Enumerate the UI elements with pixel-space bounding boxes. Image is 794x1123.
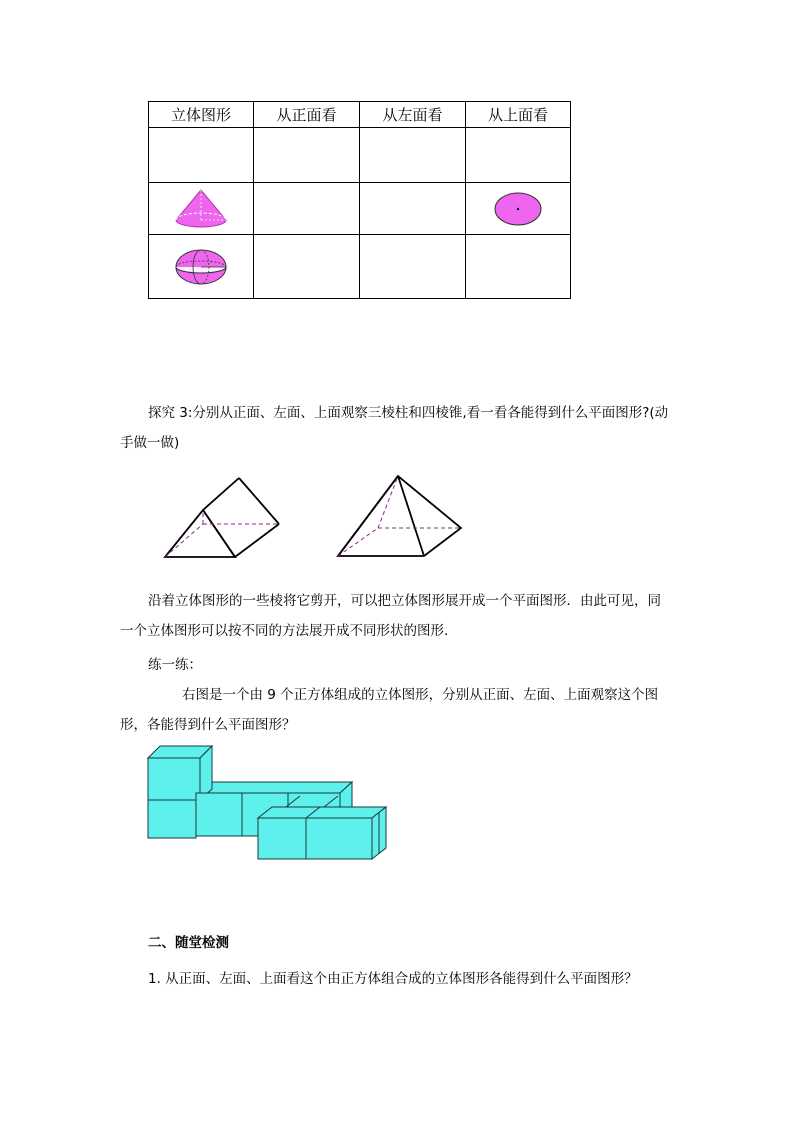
header-solid: 立体图形 [149, 102, 254, 128]
table-cell [466, 183, 571, 235]
square-pyramid-figure [334, 472, 466, 562]
table-cell [254, 183, 360, 235]
table-row [149, 183, 571, 235]
table-cell [360, 183, 466, 235]
table-cell [149, 128, 254, 183]
table-cell [360, 235, 466, 299]
table-cell [254, 128, 360, 183]
explore3-line-2: 手做一做) [120, 435, 180, 451]
unfold-paragraph [120, 591, 680, 641]
circle-top-view-figure [488, 189, 548, 229]
explore3-paragraph [120, 403, 680, 453]
table-cell [254, 235, 360, 299]
cone-figure [171, 187, 231, 231]
practice-line-1: 右图是一个由 9 个正方体组成的立体图形，分别从正面、左面、上面观察这个图 [182, 687, 659, 703]
section2-question-1: 1. 从正面、左面、上面看这个由正方体组合成的立体图形各能得到什么平面图形？ [148, 971, 638, 987]
section2-title: 二、随堂检测 [148, 935, 229, 951]
header-front-view: 从正面看 [254, 102, 360, 128]
triangular-prism-figure [162, 472, 284, 562]
views-table [148, 101, 571, 299]
header-top-view: 从上面看 [466, 102, 571, 128]
cube-assembly-figure [146, 744, 390, 862]
unfold-line-2: 一个立体图形可以按不同的方法展开成不同形状的图形． [120, 623, 458, 639]
table-row [149, 235, 571, 299]
practice-line-2: 形，各能得到什么平面图形？ [120, 717, 296, 733]
table-cell [466, 235, 571, 299]
explore3-line-1: 探究 3:分别从正面、左面、上面观察三棱柱和四棱锥,看一看各能得到什么平面图形?(动 [148, 405, 669, 421]
practice-paragraph [120, 685, 680, 735]
table-row [149, 128, 571, 183]
table-cell [466, 128, 571, 183]
header-left-view: 从左面看 [360, 102, 466, 128]
table-header-row [149, 102, 571, 128]
practice-title: 练一练： [148, 657, 202, 673]
sphere-figure [171, 245, 231, 289]
table-cell [360, 128, 466, 183]
table-cell [149, 183, 254, 235]
unfold-line-1: 沿着立体图形的一些棱将它剪开，可以把立体图形展开成一个平面图形．由此可见，同 [148, 593, 661, 609]
table-cell [149, 235, 254, 299]
